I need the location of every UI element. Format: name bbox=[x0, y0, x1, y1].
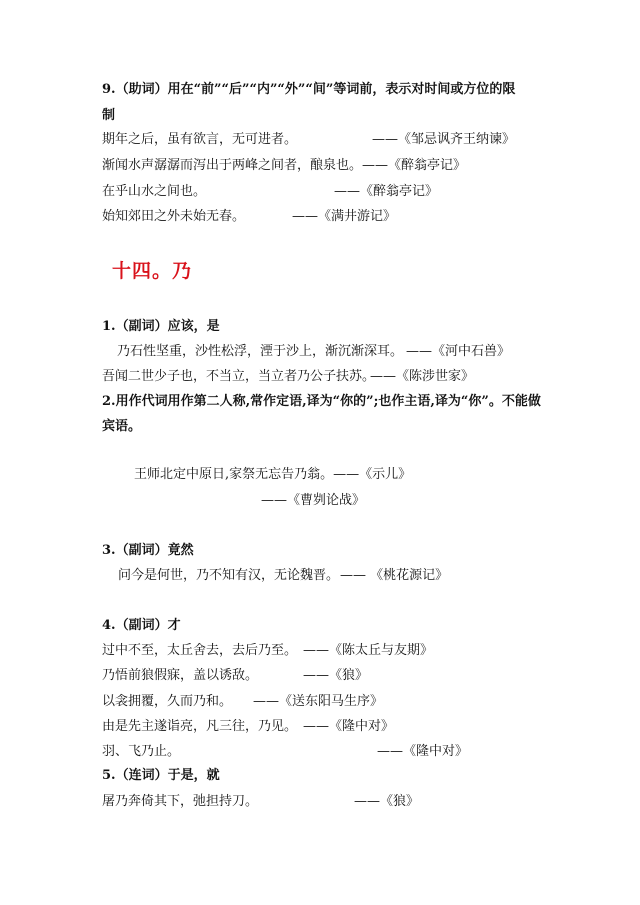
example-text: 期年之后，虽有欲言，无可进者。 bbox=[102, 132, 298, 147]
sub-2-heading-line2: 宾语。 bbox=[102, 419, 142, 434]
example-text: 吾闻二世少子也，不当立，当立者乃公子扶苏。 bbox=[102, 369, 376, 384]
example-source: ——《隆中对》 bbox=[303, 719, 395, 734]
example-source: ——《狼》 bbox=[303, 668, 369, 683]
example-text: 以衾拥覆，久而乃和。 bbox=[102, 694, 233, 709]
example-text: 问今是何世，乃不知有汉，无论魏晋。 bbox=[118, 568, 340, 583]
example-text: 过中不至，太丘舍去，去后乃至。 bbox=[102, 643, 298, 658]
example-source: ——《陈太丘与友期》 bbox=[303, 643, 434, 658]
sub-4-heading: 4.（副词）才 bbox=[102, 618, 181, 633]
example-source: ——《邹忌讽齐王纳谏》 bbox=[372, 132, 516, 147]
example-source: ——《陈涉世家》 bbox=[370, 369, 475, 384]
example-source: ——《醉翁亭记》 bbox=[334, 184, 439, 199]
example-source: ——《狼》 bbox=[354, 794, 420, 809]
example-source: ——《曹刿论战》 bbox=[261, 493, 366, 508]
sub-1-heading: 1.（副词）应该，是 bbox=[102, 319, 220, 334]
example-text: 始知郊田之外未始无春。 bbox=[102, 209, 246, 224]
example-text: 乃石性坚重，沙性松浮，湮于沙上，渐沉渐深耳。 bbox=[117, 344, 404, 359]
sub-5-heading: 5.（连词）于是，就 bbox=[102, 768, 220, 783]
example-source: ——《满井游记》 bbox=[292, 209, 397, 224]
example-text: 乃悟前狼假寐，盖以诱敌。 bbox=[102, 668, 259, 683]
section-14-title: 十四。乃 bbox=[112, 260, 193, 282]
example-text: 屠乃奔倚其下，弛担持刀。 bbox=[102, 794, 259, 809]
section-9-heading-line2: 制 bbox=[102, 108, 116, 123]
example-source: ——《隆中对》 bbox=[377, 744, 469, 759]
example-text: 王师北定中原日,家祭无忘告乃翁。——《示儿》 bbox=[134, 467, 412, 482]
example-text: 在乎山水之间也。 bbox=[102, 184, 207, 199]
example-source: —— 《桃花源记》 bbox=[340, 568, 449, 583]
sub-3-heading: 3.（副词）竟然 bbox=[102, 543, 194, 558]
example-source: ——《送东阳马生序》 bbox=[253, 694, 384, 709]
example-text: 由是先主遂诣亮，凡三往，乃见。 bbox=[102, 719, 298, 734]
example-source: ——《河中石兽》 bbox=[406, 344, 511, 359]
example-text: 羽、飞乃止。 bbox=[102, 744, 181, 759]
sub-2-heading-line1: 2.用作代词用作第二人称,常作定语,译为“你的”;也作主语,译为“你”。不能做 bbox=[102, 394, 541, 409]
section-9-heading-line1: 9.（助词）用在“前”“后”“内”“外”“间”等词前，表示对时间或方位的限 bbox=[102, 82, 516, 97]
example-source: ——《醉翁亭记》 bbox=[362, 158, 467, 173]
example-text: 渐闻水声潺潺而泻出于两峰之间者，酿泉也。 bbox=[102, 158, 363, 173]
